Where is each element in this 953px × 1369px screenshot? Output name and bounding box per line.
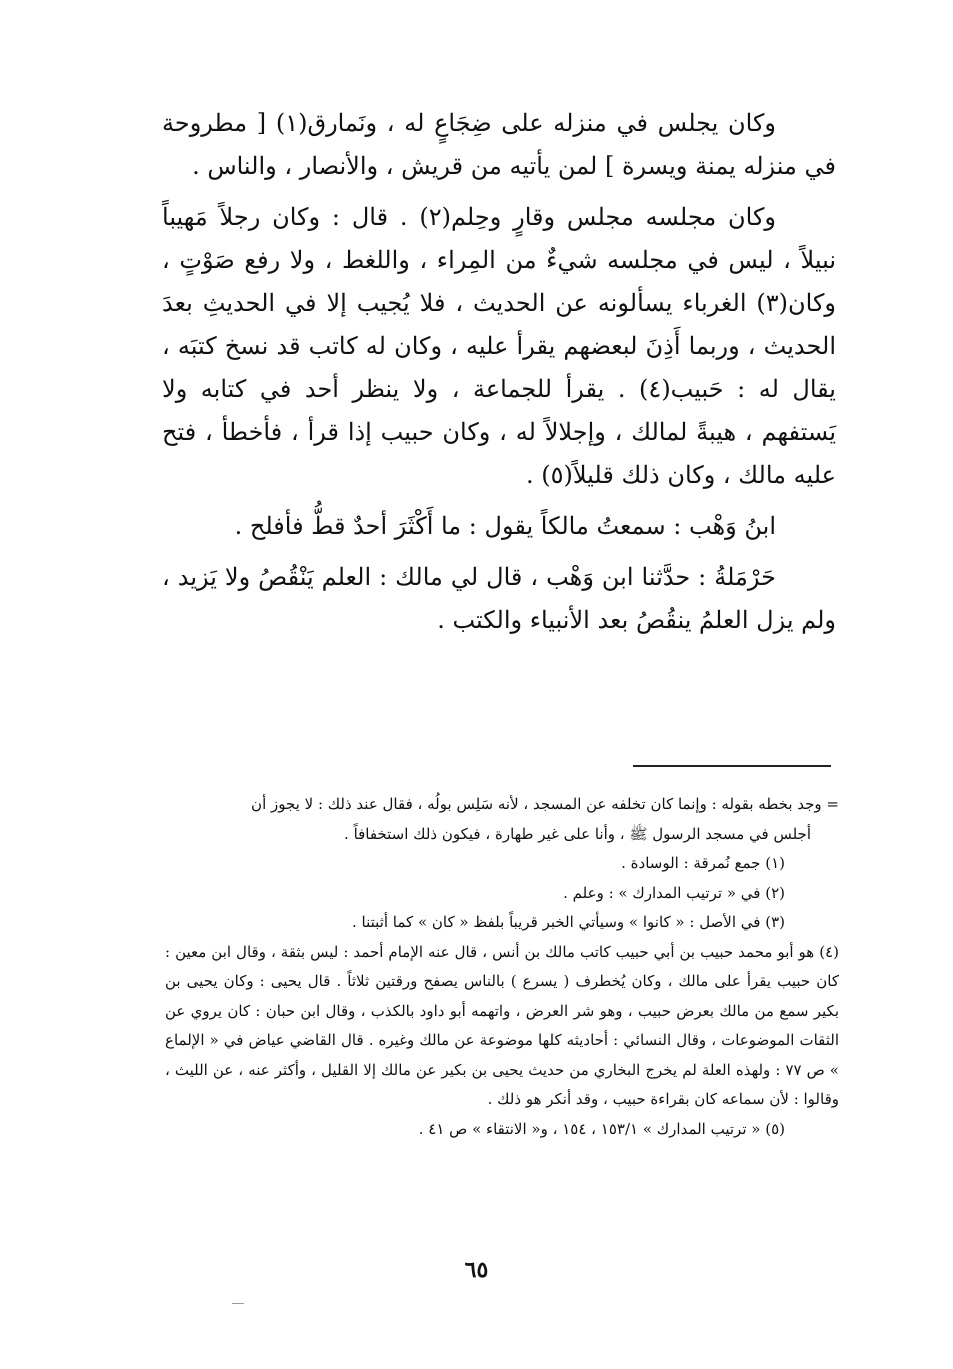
paragraph-2-text: وكان مجلسه مجلس وقارٍ وحِلم(٢) . قال : وكان رجلاً مَهيباً نبيلاً ، ليس في مجلسه شيءٌ من المِراء ، واللغط ، ولا رفع صَوْتٍ ، وكان(٣) الغرباء يسألونه عن الحديث ، فلا يُجيب إلا في الحديثِ بعدَ الحديث ، وربما أَذِنَ لبعضهم يقرأ عليه ، وكان له كاتب قد نسخ كتبَه ، يقال له : حَبيب(٤) . يقرأ للجماعة ، ولا ينظر أحد في كتابه ولا يَستفهم ، هيبةً لمالك ، وإجلالاً له ، وكان حبيب إذا قرأ ، فأخطأ ، فتح عليه مالك ، وكان ذلك قليلاً(٥) . xyxy=(162,203,836,489)
paragraph-4-text: حَرْمَلةُ : حدَّثنا ابن وَهْب ، قال لي مالك : العلم يَنْقُصُ ولا يَزيد ، ولم يزل العلمُ ينقُصُ بعد الأنبياء والكتب . xyxy=(162,563,836,634)
footnote-1: (١) جمع نُمرقة : الوسادة . xyxy=(621,854,785,872)
footnotes xyxy=(165,790,839,1144)
paragraph-3-text: ابنُ وَهْب : سمعتُ مالكاً يقول : ما أَكْثَرَ أحدٌ قطُّ فأفلح . xyxy=(234,512,776,540)
footnote-4: (٤) هو أبو محمد حبيب بن أبي حبيب كاتب مالك بن أنس ، قال عنه الإمام أحمد : ليس بثقة ، وقال ابن معين : كان حبيب يقرأ على مالك ، وكان يُخطرف ( يسرع ) بالناس يصفح ورقتين ثلاثاً . قال يحيى : وكان يحيى بن بكير سمع من مالك بعرض حبيب ، وهو شر العرض ، واتهمه أبو داود بالكذب ، وقال ابن حبان : كان يروي عن الثقات الموضوعات ، وقال النسائي : أحاديثه كلها موضوعة عن مالك وغيره . قال القاضي عياض في « الإلماع » ص ٧٧ : ولهذه العلة لم يخرج البخاري من حديث يحيى بن بكير عن مالك إلا القليل ، وأكثر عنه ، عن الليث ، وقالوا : لأن سماعه كان بقراءة حبيب ، وقد أنكر هو ذلك . xyxy=(165,942,839,1108)
footnote-5: (٥) « ترتيب المدارك » ١٥٣/١ ، ١٥٤ ، و« الانتقاء » ص ٤١ . xyxy=(418,1119,785,1138)
footnote-2: (٢) في « ترتيب المدارك » : وعلم . xyxy=(563,883,785,902)
page-number: ٦٥ xyxy=(464,1257,489,1283)
paragraph-4 xyxy=(162,556,836,642)
footnote-separator xyxy=(633,765,831,767)
footnote-3: (٣) في الأصل : « كانوا » وسيأتي الخبر قريباً بلفظ « كان » كما أثبتنا . xyxy=(352,913,785,931)
footnote-continuation: = وجد بخطه بقوله : وإنما كان تخلفه عن المسجد ، لأنه سَلِس بولُه ، فقال عند ذلك : لا يجوز أن xyxy=(251,795,839,813)
paragraph-1-text: وكان يجلس في منزله على ضِجَاعٍ له ، ونَمارق(١) [ مطروحة في منزله يمنة ويسرة ] لمن يأتيه من قريش ، والأنصار ، والناس . xyxy=(162,109,836,180)
paragraph-1 xyxy=(162,102,836,188)
scan-speck xyxy=(232,1303,244,1304)
paragraph-3 xyxy=(162,505,836,548)
paragraph-2 xyxy=(162,196,836,497)
footnote-continuation-2: أجلس في مسجد الرسول ﷺ ، وأنا على غير طهارة ، فيكون ذلك استخفافاً . xyxy=(344,824,811,843)
main-text xyxy=(162,102,836,650)
